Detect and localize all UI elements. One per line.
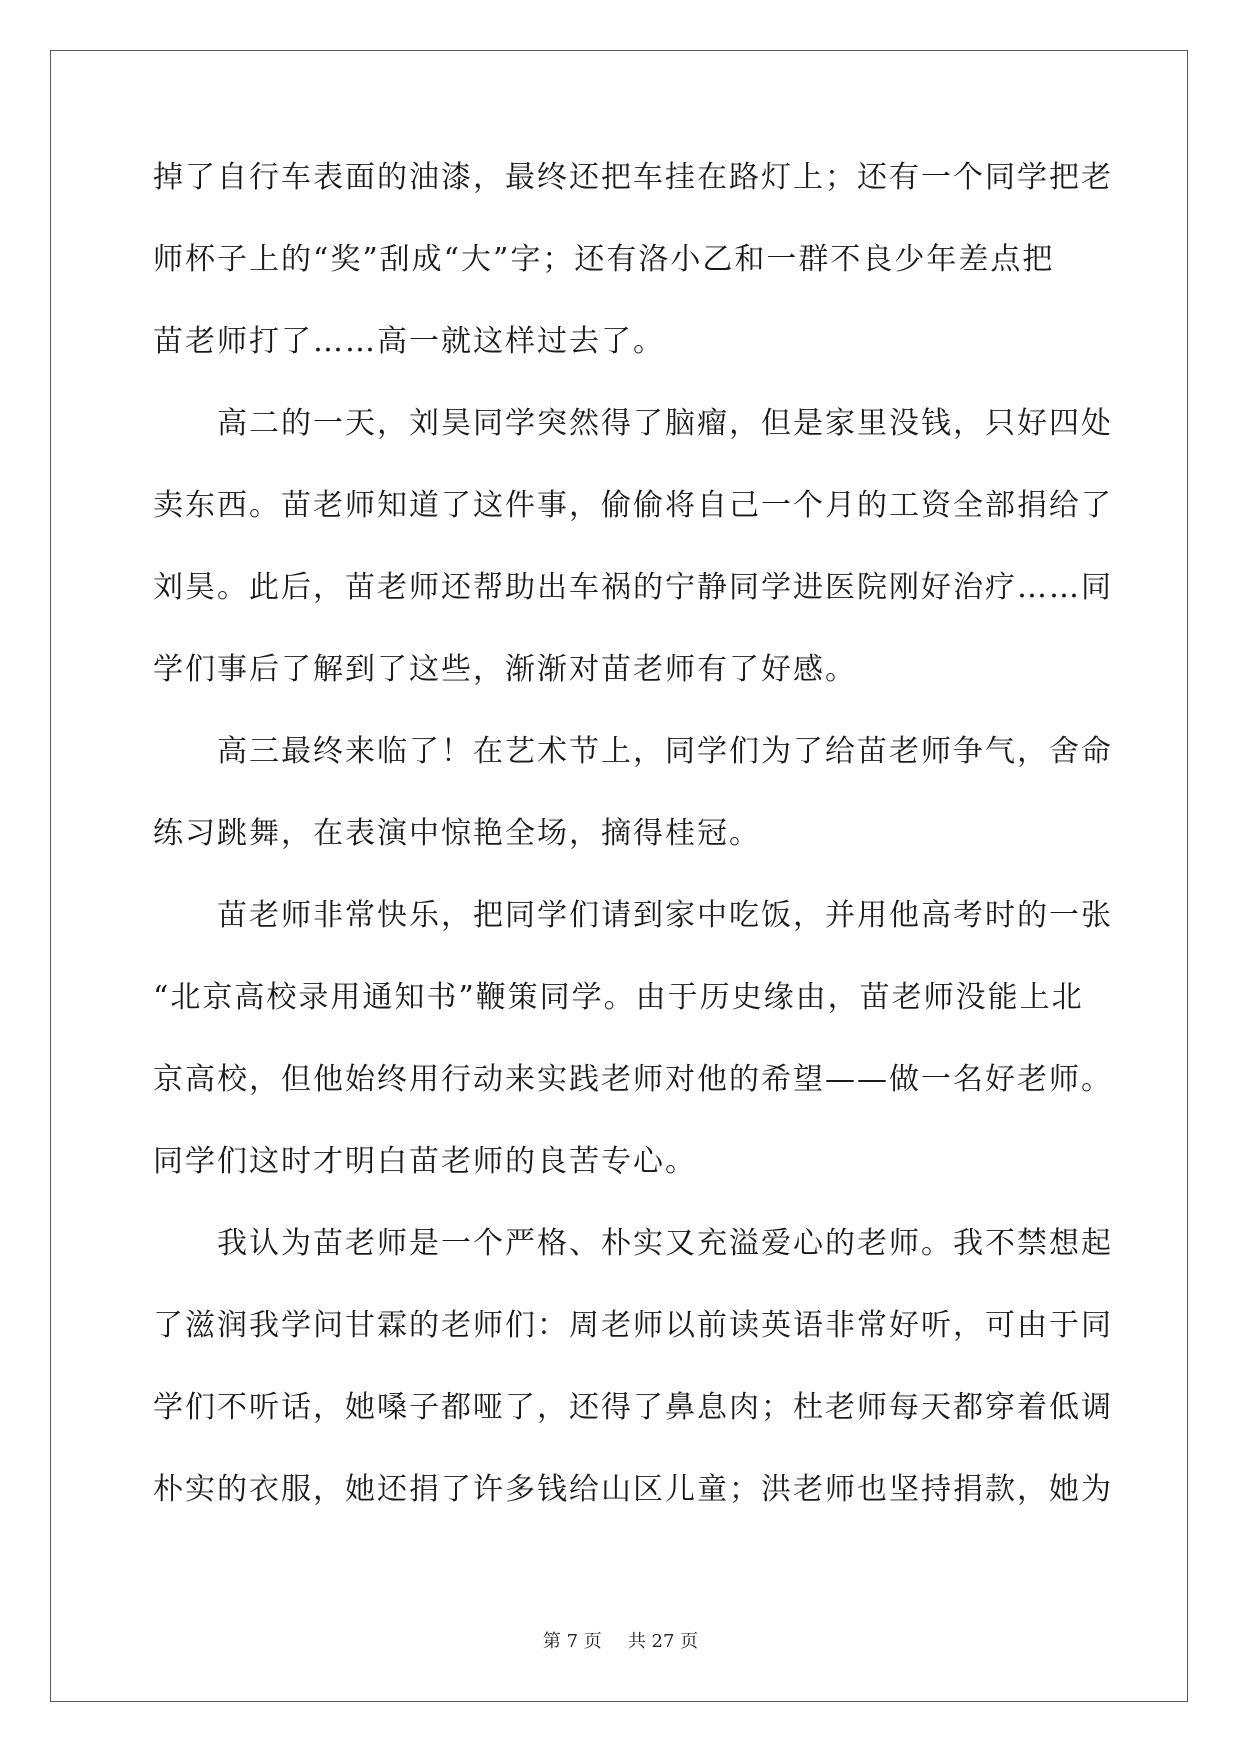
text-line: 师杯子上的“奖”刮成“大”字；还有洛小乙和一群不良少年差点把 xyxy=(153,242,1055,277)
text-line: 了滋润我学问甘霖的老师们：周老师以前读英语非常好听，可由于同 xyxy=(153,1308,1113,1343)
page-number: 第 7 页 xyxy=(542,1631,602,1652)
text-line: 学们事后了解到了这些，渐渐对苗老师有了好感。 xyxy=(153,652,857,687)
text-line: “北京高校录用通知书”鞭策同学。由于历史缘由，苗老师没能上北 xyxy=(153,980,1084,1015)
text-line: 苗老师打了……高一就这样过去了。 xyxy=(153,324,665,359)
text-line: 卖东西。苗老师知道了这件事，偷偷将自己一个月的工资全部捐给了 xyxy=(153,488,1113,523)
text-line: 苗老师非常快乐，把同学们请到家中吃饭，并用他高考时的一张 xyxy=(153,898,1113,933)
text-line: 我认为苗老师是一个严格、朴实又充溢爱心的老师。我不禁想起 xyxy=(153,1226,1113,1261)
page-total: 共 27 页 xyxy=(627,1631,699,1652)
text-line: 掉了自行车表面的油漆，最终还把车挂在路灯上；还有一个同学把老 xyxy=(153,160,1113,195)
text-line: 高二的一天，刘昊同学突然得了脑瘤，但是家里没钱，只好四处 xyxy=(153,406,1113,441)
text-line: 刘昊。此后，苗老师还帮助出车祸的宁静同学进医院刚好治疗……同 xyxy=(153,570,1113,605)
text-line: 朴实的衣服，她还捐了许多钱给山区儿童；洪老师也坚持捐款，她为 xyxy=(153,1472,1113,1507)
text-line: 京高校，但他始终用行动来实践老师对他的希望——做一名好老师。 xyxy=(153,1062,1113,1097)
text-line: 高三最终来临了！在艺术节上，同学们为了给苗老师争气，舍命 xyxy=(153,734,1113,769)
text-line: 同学们这时才明白苗老师的良苦专心。 xyxy=(153,1144,697,1179)
document-body xyxy=(153,160,1113,1557)
text-line: 练习跳舞，在表演中惊艳全场，摘得桂冠。 xyxy=(153,816,761,851)
page-footer xyxy=(0,1627,1241,1653)
text-line: 学们不听话，她嗓子都哑了，还得了鼻息肉；杜老师每天都穿着低调 xyxy=(153,1390,1113,1425)
